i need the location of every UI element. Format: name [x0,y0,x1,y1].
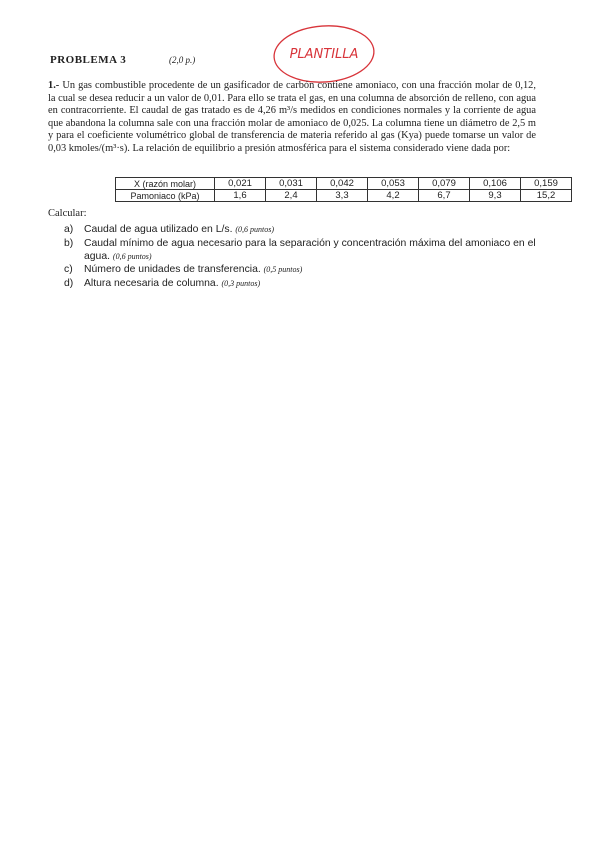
problem-statement [48,80,536,156]
item-body [84,238,538,264]
item-text: Altura necesaria de columna. [84,278,219,290]
table-cell: 0,053 [368,178,419,190]
equilibrium-table [115,177,572,202]
item-text: Caudal mínimo de agua necesario para la separación y concentración máxima del amoniaco en el agua. [84,237,536,262]
table-cell: 6,7 [419,190,470,202]
item-text: Número de unidades de transferencia. [84,264,261,276]
item-label: a) [64,224,74,235]
item-points: (0,6 puntos) [235,225,275,234]
problem-header [50,54,195,66]
item-body [84,224,538,237]
calcular-heading: Calcular: [48,208,87,219]
item-label: d) [64,278,74,290]
row-label: X (razón molar) [116,178,215,190]
table-cell: 2,4 [266,190,317,202]
item-body [84,278,538,291]
item-label: c) [64,264,73,276]
problem-title: PROBLEMA 3 [50,54,127,66]
table-row [116,178,572,190]
table-cell: 4,2 [368,190,419,202]
table-cell: 1,6 [215,190,266,202]
problem-text: Un gas combustible procedente de un gasificador de carbón contiene amoniaco, con una fracción molar de 0,12, la cual se desea reducir a un valor de 0,01. Para ello se trata el gas, en una columna de absorción de relleno, con agua en contracorriente. El caudal de gas tratado es de 4,26 m³/s medidos en condiciones normales y la corriente de agua que abandona la columna sale con una fracción molar de amoniaco de 0,025. La columna tiene un diámetro de 2,5 m y para el coeficiente volumétrico global de transferencia de materia referido al gas (Kya) puede tomarse un valor de 0,03 kmoles/(m³·s). La relación de equilibrio a presión atmosférica para el sistema considerado viene dada por: [48,80,536,154]
table-row [116,190,572,202]
table-cell: 0,031 [266,178,317,190]
list-item [64,238,538,264]
question-list [64,224,538,292]
problem-points: (2,0 p.) [168,55,196,65]
stamp-text: PLANTILLA [289,47,359,62]
list-item [64,264,538,277]
item-points: (0,6 puntos) [112,251,152,261]
stamp-drawing [270,22,378,86]
table-cell: 9,3 [470,190,521,202]
item-text: Caudal de agua utilizado en L/s. [84,224,233,235]
problem-number: 1.- [48,80,60,91]
table-cell: 0,159 [521,178,572,190]
item-label: b) [64,237,74,249]
table-cell: 15,2 [521,190,572,202]
list-item [64,224,538,237]
item-body [84,264,538,277]
table-cell: 3,3 [317,190,368,202]
plantilla-stamp [270,22,378,86]
table-cell: 0,021 [215,178,266,190]
item-points: (0,5 puntos) [263,265,303,275]
list-item [64,278,538,291]
table-cell: 0,079 [419,178,470,190]
item-points: (0,3 puntos) [221,279,261,289]
table-cell: 0,042 [317,178,368,190]
row-label: Pamoniaco (kPa) [116,190,215,202]
table-cell: 0,106 [470,178,521,190]
